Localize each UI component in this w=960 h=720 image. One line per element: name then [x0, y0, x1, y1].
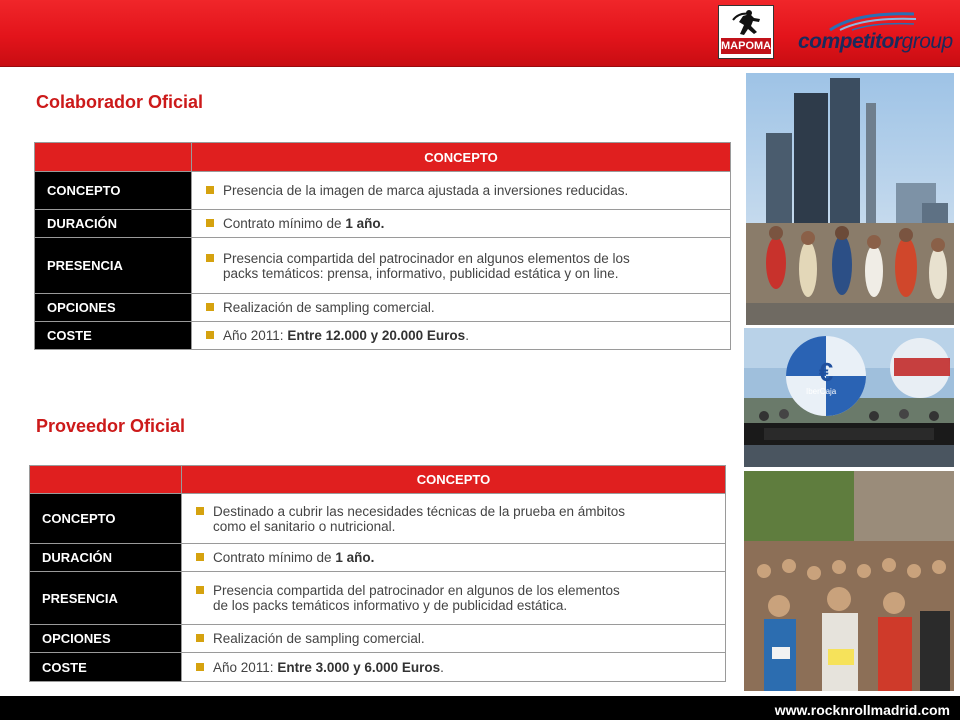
row-value — [192, 294, 731, 322]
competitor-logo-bold: competitor — [798, 30, 902, 53]
value-text: Año 2011: — [213, 659, 278, 675]
table-row — [35, 210, 731, 238]
value-text: Realización de sampling comercial. — [213, 631, 425, 646]
table-row — [35, 238, 731, 294]
header-concept-cell: CONCEPTO — [182, 466, 726, 494]
header-empty-cell — [35, 143, 192, 172]
ibercaja-balloon-text: IberCaja — [806, 387, 837, 396]
value-bold: Entre 12.000 y 20.000 Euros — [287, 328, 466, 343]
row-label: PRESENCIA — [35, 238, 192, 294]
table-row — [35, 172, 731, 210]
table-row — [35, 294, 731, 322]
value-text: Presencia compartida del patrocinador en algunos elementos de los — [223, 250, 630, 266]
ibercaja-balloon-photo — [744, 328, 954, 467]
bullet-icon — [196, 634, 204, 642]
colaborador-table — [34, 142, 731, 350]
value-text: Contrato mínimo de — [223, 216, 346, 231]
value-text-line2: packs temáticos: prensa, informativo, publicidad estática y on line. — [223, 265, 619, 281]
value-text-post: . — [440, 659, 444, 675]
footer-url-link[interactable]: www.rocknrollmadrid.com — [774, 702, 950, 718]
table-row — [30, 494, 726, 544]
table-row — [35, 322, 731, 350]
table-row — [30, 544, 726, 572]
svg-text:€: € — [818, 357, 834, 387]
row-label: DURACIÓN — [30, 544, 182, 572]
bullet-icon — [206, 219, 214, 227]
table-header-row — [30, 466, 726, 494]
row-label: OPCIONES — [30, 625, 182, 653]
row-label: COSTE — [30, 653, 182, 682]
row-label: OPCIONES — [35, 294, 192, 322]
table-row — [30, 625, 726, 653]
runner-silhouette-icon — [730, 10, 764, 36]
row-value — [192, 210, 731, 238]
mapoma-logo-text: MAPOMA — [721, 40, 772, 52]
footer-bar — [0, 696, 960, 720]
row-value — [182, 625, 726, 653]
competitor-logo-light: group — [901, 30, 953, 53]
row-label: PRESENCIA — [30, 572, 182, 625]
header-empty-cell — [30, 466, 182, 494]
competitor-group-logo — [792, 8, 953, 56]
value-text: Contrato mínimo de — [213, 550, 336, 565]
bullet-icon — [206, 331, 214, 339]
bullet-icon — [196, 586, 204, 594]
bullet-icon — [196, 553, 204, 561]
section-title-proveedor: Proveedor Oficial — [36, 416, 186, 436]
skyscrapers-runners-photo — [746, 73, 954, 325]
swoosh-icon — [826, 10, 918, 32]
bullet-icon — [206, 303, 214, 311]
value-text-line2: de los packs temáticos informativo y de publicidad estática. — [213, 598, 568, 613]
value-text: Realización de sampling comercial. — [223, 300, 435, 315]
value-text: Año 2011: — [223, 328, 288, 343]
bullet-icon — [196, 507, 204, 515]
row-label: COSTE — [35, 322, 192, 350]
row-value — [182, 653, 726, 682]
mapoma-logo — [718, 5, 774, 59]
proveedor-table — [29, 465, 726, 682]
bullet-icon — [206, 186, 214, 194]
row-label: DURACIÓN — [35, 210, 192, 238]
row-value — [192, 172, 731, 210]
value-text: Presencia de la imagen de marca ajustada a inversiones reducidas. — [223, 183, 629, 198]
value-text-post: . — [465, 328, 469, 343]
bullet-icon — [206, 254, 214, 262]
row-label: CONCEPTO — [35, 172, 192, 210]
section-title-colaborador: Colaborador Oficial — [36, 92, 204, 112]
row-value — [182, 544, 726, 572]
value-bold: Entre 3.000 y 6.000 Euros — [277, 659, 441, 675]
value-text-line2: como el sanitario o nutricional. — [213, 518, 396, 534]
row-label: CONCEPTO — [30, 494, 182, 544]
row-value — [182, 572, 726, 625]
row-value — [192, 238, 731, 294]
header-concept-cell: CONCEPTO — [192, 143, 731, 172]
table-row — [30, 572, 726, 625]
marathon-crowd-photo — [744, 471, 954, 691]
value-text: Destinado a cubrir las necesidades técnicas de la prueba en ámbitos — [213, 503, 625, 519]
value-text: Presencia compartida del patrocinador en algunos de los elementos — [213, 583, 620, 598]
value-bold: 1 año. — [345, 216, 385, 231]
row-value — [182, 494, 726, 544]
table-row — [30, 653, 726, 682]
table-header-row — [35, 143, 731, 172]
bullet-icon — [196, 663, 204, 671]
value-bold: 1 año. — [335, 550, 375, 565]
row-value — [192, 322, 731, 350]
